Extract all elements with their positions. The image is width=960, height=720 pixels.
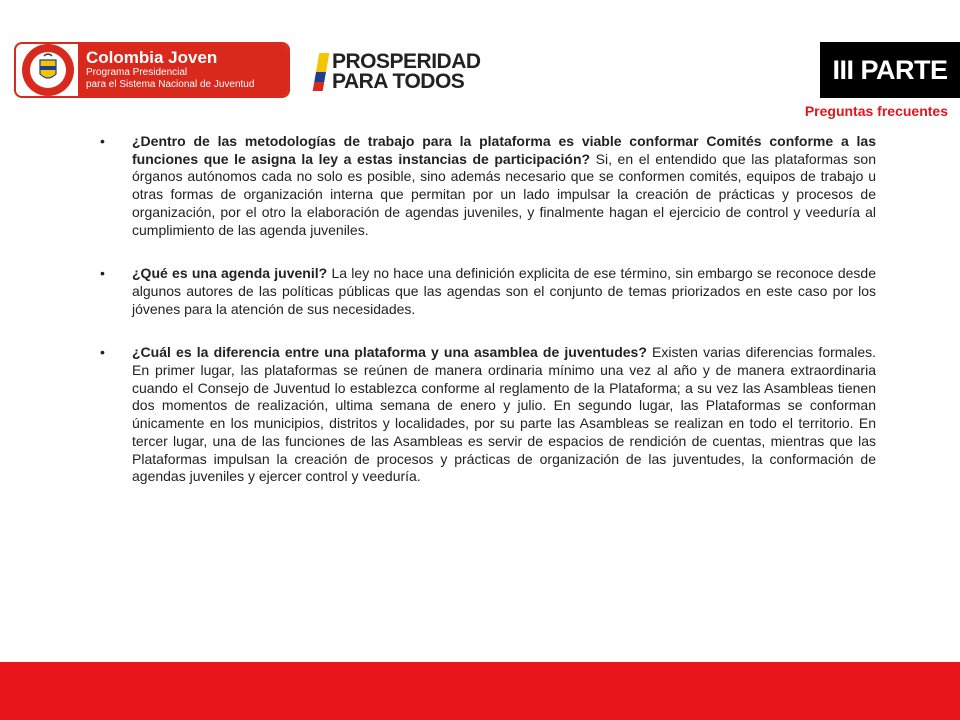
colombia-seal-icon — [18, 42, 78, 98]
colombia-joven-logo — [14, 42, 290, 98]
colombia-joven-title: Colombia Joven — [86, 48, 218, 67]
colombia-flag-icon — [313, 53, 330, 91]
faq-question: ¿Cuál es la diferencia entre una plataforma y una asamblea de juventudes? — [132, 344, 647, 361]
part-badge: III PARTE — [820, 42, 960, 98]
prosperidad-line1: PROSPERIDAD — [332, 50, 481, 73]
colombia-joven-subtitle-2: para el Sistema Nacional de Juventud — [86, 79, 255, 90]
colombia-joven-subtitle-1: Programa Presidencial — [86, 67, 188, 78]
bullet: • — [100, 344, 105, 361]
faq-item — [100, 133, 876, 239]
faq-item — [100, 265, 876, 318]
bullet: • — [100, 265, 105, 282]
faq-question: ¿Dentro de las metodologías de trabajo para la plataforma es viable conformar Comités conforme a las funciones que le asigna la ley a estas instancias de participación? — [132, 133, 876, 167]
prosperidad-para-todos-logo — [316, 50, 481, 94]
faq-list — [100, 133, 876, 512]
faq-item — [100, 344, 876, 486]
prosperidad-line2: PARA TODOS — [332, 70, 465, 93]
faq-answer: La ley no hace una definición explicita de ese término, sin embargo se reconoce desde algunos autores de las políticas públicas que las agendas son el conjunto de temas priorizados en este caso por los jóvenes para la atención de sus necesidades. — [132, 265, 876, 317]
faq-answer: Existen varias diferencias formales. En primer lugar, las plataformas se reúnen de manera ordinaria mínimo una vez al año y de manera extraordinaria cuando el Consejo de Juventud lo establezca conforme al reglamento de la Plataforma; a su vez las Asambleas tienen dos momentos de realización, ultima semana de enero y julio. En segundo lugar, las Plataformas se conforman únicamente en los municipios, distritos y localidades, por su parte las Asambleas se realizan en todo el territorio. En tercer lugar, una de las funciones de las Asambleas es servir de espacios de rendición de cuentas, mientras que las Plataformas impulsan la creación de procesos y prácticas de organización de las juventudes, la conformación de agendas juveniles y ejercer control y veeduría. — [132, 344, 877, 485]
bullet: • — [100, 133, 105, 149]
faq-answer: Si, en el entendido que las plataformas son órganos autónomos cada no solo es posible, sino además necesario que se conformen comités, equipos de trabajo u otras formas de organización interna que permitan por un lado impulsar la creación de prácticas y procesos de organización, por el otro la elaboración de agendas juveniles, y finalmente hagan el ejercicio de control y veeduría al cumplimiento de las agenda juveniles. — [132, 150, 876, 238]
section-label: Preguntas frecuentes — [804, 103, 948, 119]
footer-bar — [0, 662, 960, 720]
faq-question: ¿Qué es una agenda juvenil? — [132, 265, 328, 282]
